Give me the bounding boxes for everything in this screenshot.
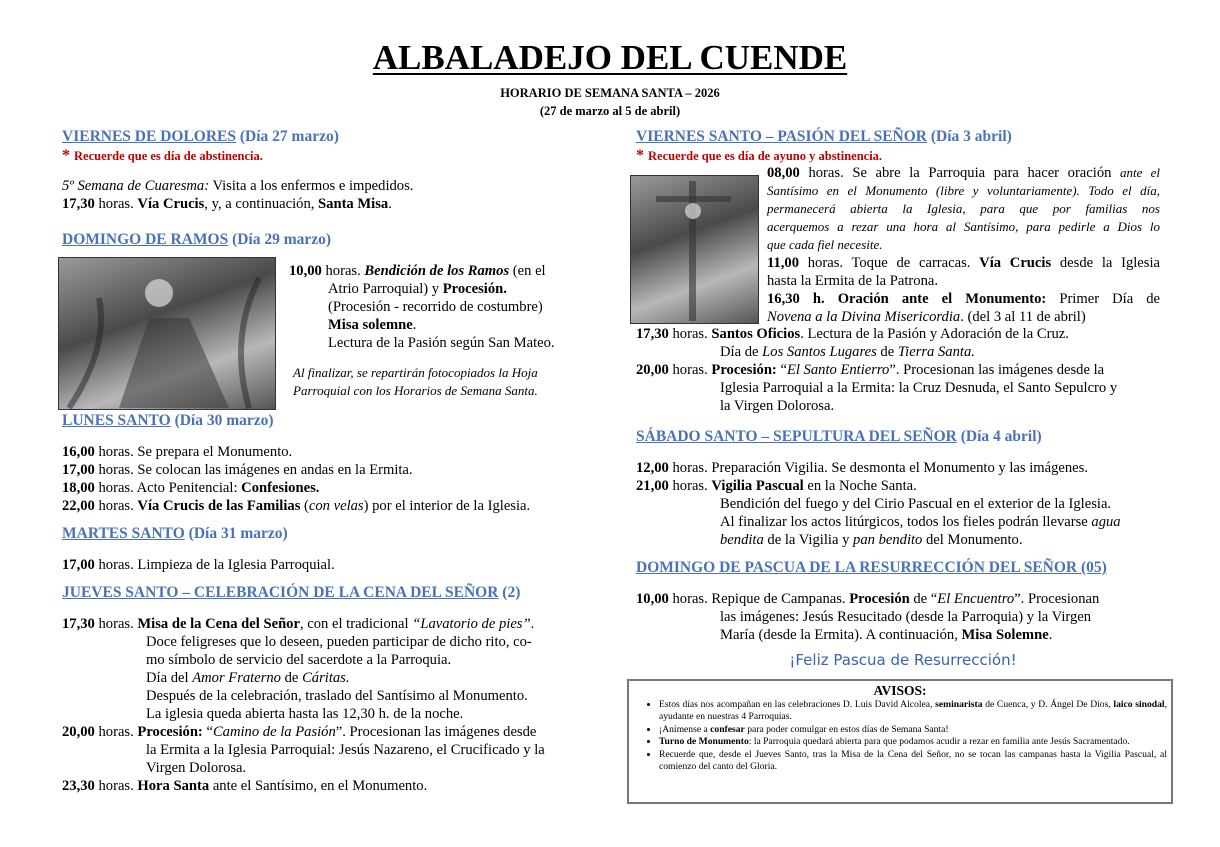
text-segment: 5º Semana de Cuaresma: <box>62 178 210 194</box>
schedule-line <box>62 777 587 795</box>
text-segment: . <box>388 196 392 212</box>
schedule-line <box>636 361 1170 379</box>
schedule-line <box>767 200 1160 218</box>
text-segment: La iglesia queda abierta hasta las 12,30 h. de la noche. <box>146 706 464 722</box>
section-heading <box>62 524 587 544</box>
text-segment: Hora Santa <box>137 778 210 794</box>
section-viernes-santo-morning <box>767 164 1160 326</box>
easter-greeting: ¡Feliz Pascua de Resurrección! <box>789 651 1017 669</box>
text-segment: Al finalizar los actos litúrgicos, todos los fieles podrán llevarse <box>720 514 1092 530</box>
text-segment: (Día 30 marzo) <box>170 412 274 429</box>
text-segment: 20,00 <box>636 362 669 378</box>
text-segment: 10,00 <box>636 591 669 607</box>
schedule-line <box>767 254 1160 272</box>
text-segment: horas. <box>321 263 365 279</box>
schedule-line <box>62 687 587 705</box>
spacer <box>62 603 587 615</box>
section-viernes-santo-evening <box>636 325 1170 415</box>
text-segment: El Santo Entierro <box>786 362 890 378</box>
palm-sunday-engraving-image <box>58 257 276 410</box>
text-segment: . <box>412 317 417 333</box>
text-segment: ”. Procesionan <box>1014 591 1100 607</box>
schedule-line <box>767 182 1160 200</box>
text-segment: Lectura de la Pasión según San Mateo. <box>328 335 555 351</box>
section-heading <box>62 230 587 250</box>
text-segment: Virgen Dolorosa. <box>146 760 247 776</box>
page-title: ALBALADEJO DEL CUENDE <box>372 38 848 77</box>
text-segment: laico sinodal <box>1113 699 1165 710</box>
text-segment: Vigilia Pascual <box>711 478 804 494</box>
text-segment: 10,00 <box>289 263 322 279</box>
subtitle: HORARIO DE SEMANA SANTA – 2026 <box>500 86 720 100</box>
text-segment: Vía Crucis de las Familias <box>137 498 301 514</box>
text-segment: (Día 4 abril) <box>956 428 1042 445</box>
text-segment: Primer Día de <box>1046 291 1160 307</box>
text-segment: de “ <box>909 591 938 607</box>
text-segment: horas. <box>94 498 138 514</box>
text-segment: permanecerá abierta la Iglesia, para que por familias nos <box>767 201 1160 216</box>
schedule-line <box>62 479 587 497</box>
schedule-line <box>767 164 1160 182</box>
text-segment: , con el tradicional <box>299 616 413 632</box>
text-segment: Turno de Monumento <box>659 736 749 748</box>
text-segment: de la Vigilia y <box>763 532 854 548</box>
text-segment: ( <box>300 498 309 514</box>
asterisk-icon: * <box>636 147 648 164</box>
text-segment: Bendición de los Ramos <box>364 263 510 279</box>
text-segment: que cada fiel necesite. <box>767 237 883 252</box>
text-segment: horas. <box>94 724 138 740</box>
crucifixion-engraving-image <box>630 175 759 324</box>
schedule-line <box>289 364 589 382</box>
text-segment: (en el <box>509 263 546 279</box>
text-segment: confesar <box>710 723 745 735</box>
section-domingo-ramos <box>62 230 587 250</box>
text-segment: Tierra Santa. <box>897 344 975 360</box>
text-segment: desde la Iglesia <box>1051 255 1160 271</box>
text-segment: (Día 27 marzo) <box>236 128 339 145</box>
schedule-line <box>62 461 587 479</box>
text-segment: de <box>876 344 898 360</box>
section-heading <box>62 127 587 147</box>
text-segment: Bendición del fuego y del Cirio Pascual en el exterior de la Iglesia. <box>720 496 1112 512</box>
text-segment: agua <box>1091 514 1121 530</box>
text-segment: del Monumento. <box>922 532 1023 548</box>
text-segment: ”. Procesionan las imágenes desde <box>335 724 537 740</box>
text-segment: Día de <box>720 344 763 360</box>
schedule-line <box>62 669 587 687</box>
text-segment: Cáritas. <box>302 670 350 686</box>
text-segment: horas. Se prepara el Monumento. <box>94 444 293 460</box>
text-segment: (Día 31 marzo) <box>184 525 288 542</box>
text-segment: VIERNES SANTO – PASIÓN DEL SEÑOR <box>636 128 927 145</box>
text-segment: DOMINGO DE PASCUA DE LA RESURRECCIÓN DEL SEÑOR (05) <box>636 559 1107 576</box>
text-segment: Día del <box>146 670 193 686</box>
text-segment: , y, a continuación, <box>204 196 319 212</box>
schedule-line <box>62 497 587 515</box>
text-segment: 17,00 <box>62 557 95 573</box>
date-range: (27 de marzo al 5 de abril) <box>539 104 681 118</box>
schedule-line <box>62 723 587 741</box>
text-segment: DOMINGO DE RAMOS <box>62 231 229 248</box>
spacer <box>636 578 1170 590</box>
section-heading <box>636 558 1170 578</box>
text-segment: Recuerde que, desde el Jueves Santo, tras la Misa de la Cena del Señor, no se tocan las campanas hasta la Vigilia Pascual, al comienzo del canto del Gloria. <box>659 748 1167 773</box>
text-segment: horas. Toque de carracas. <box>799 255 980 271</box>
schedule-line <box>636 325 1170 343</box>
schedule-line <box>62 705 587 723</box>
text-segment: Procesión. <box>442 281 507 297</box>
aviso-item <box>659 736 1167 748</box>
text-segment: El Encuentro <box>937 591 1015 607</box>
text-segment: 23,30 <box>62 778 95 794</box>
schedule-line <box>636 513 1170 531</box>
text-segment: bendita <box>720 532 764 548</box>
avisos-list <box>633 699 1167 773</box>
text-segment: (Día 3 abril) <box>927 128 1012 145</box>
schedule-line <box>636 495 1170 513</box>
asterisk-icon: * <box>62 147 74 164</box>
text-segment: para poder comulgar en estos días de Semana Santa! <box>744 723 949 735</box>
text-segment: hasta la Ermita de la Patrona. <box>767 273 939 289</box>
schedule-line <box>62 633 587 651</box>
section-lunes-santo <box>62 411 587 515</box>
text-segment: 16,00 <box>62 444 95 460</box>
text-segment: seminarista <box>935 699 983 710</box>
text-segment: mo símbolo de servicio del sacerdote a la Parroquia. <box>146 652 452 668</box>
text-segment: Visita a los enfermos e impedidos. <box>209 178 414 194</box>
text-segment: Iglesia Parroquial a la Ermita: la Cruz Desnuda, el Santo Sepulcro y <box>720 380 1118 396</box>
text-segment: 17,30 <box>636 326 669 342</box>
text-segment: 22,00 <box>62 498 95 514</box>
text-segment: . <box>530 616 535 632</box>
spacer <box>289 352 589 364</box>
text-segment: (2) <box>498 584 521 601</box>
text-segment: ante el Santísimo, en el Monumento. <box>209 778 428 794</box>
text-segment: ¡Anímense a <box>659 723 711 735</box>
schedule-line <box>62 556 587 574</box>
text-segment: Novena a la Divina Misericordia <box>767 309 961 325</box>
text-segment: con velas <box>308 498 364 514</box>
text-segment: JUEVES SANTO – CELEBRACIÓN DE LA CENA DEL SEÑOR <box>62 584 499 601</box>
section-viernes-santo <box>636 127 1170 165</box>
schedule-line <box>62 177 587 195</box>
text-segment: horas. <box>94 196 138 212</box>
schedule-line <box>636 608 1170 626</box>
text-segment: Vía Crucis <box>137 196 205 212</box>
avisos-title: AVISOS: <box>873 683 927 698</box>
text-segment: . Lectura de la Pasión y Adoración de la Cruz. <box>800 326 1069 342</box>
text-segment: Amor Fraterno <box>192 670 281 686</box>
schedule-line <box>636 477 1170 495</box>
text-segment: VIERNES DE DOLORES <box>62 128 236 145</box>
schedule-line <box>289 382 589 400</box>
text-segment: las imágenes: Jesús Resucitado (desde la Parroquia) y la Virgen <box>720 609 1092 625</box>
aviso-item <box>659 749 1167 774</box>
spacer <box>62 431 587 443</box>
text-segment: María (desde la Ermita). A continuación, <box>720 627 962 643</box>
section-martes-santo <box>62 524 587 574</box>
text-segment: Después de la celebración, traslado del Santísimo al Monumento. <box>146 688 528 704</box>
text-segment: SÁBADO SANTO – SEPULTURA DEL SEÑOR <box>636 428 957 445</box>
text-segment: 18,00 <box>62 480 95 496</box>
section-ramos-details <box>289 250 589 400</box>
text-segment: horas. <box>668 478 712 494</box>
schedule-line <box>62 195 587 213</box>
text-segment: Procesión: <box>711 362 777 378</box>
schedule-line <box>289 334 589 352</box>
text-segment: Santa Misa <box>318 196 389 212</box>
schedule-line <box>767 218 1160 236</box>
spacer <box>62 165 587 177</box>
section-heading <box>636 427 1170 447</box>
text-segment: 11,00 <box>767 255 800 271</box>
text-segment: “Lavatorio de pies” <box>412 616 531 632</box>
text-segment: 08,00 <box>767 165 800 181</box>
section-viernes-dolores <box>62 127 587 213</box>
schedule-line <box>636 343 1170 361</box>
text-segment: Camino de la Pasión <box>212 724 336 740</box>
text-segment: Confesiones. <box>241 480 320 496</box>
text-segment: Misa solemne <box>328 317 413 333</box>
text-segment: (Procesión - recorrido de costumbre) <box>328 299 543 315</box>
text-segment: Atrio Parroquial) y <box>328 281 443 297</box>
text-segment: “ <box>776 362 787 378</box>
text-segment: horas. <box>94 778 138 794</box>
text-segment: . (del 3 al 11 de abril) <box>960 309 1086 325</box>
text-segment: 17,30 <box>62 616 95 632</box>
schedule-line <box>289 298 589 316</box>
schedule-line <box>62 443 587 461</box>
text-segment: MARTES SANTO <box>62 525 185 542</box>
text-segment: Al finalizar, se repartirán fotocopiados la Hoja <box>293 365 538 380</box>
spacer <box>636 447 1170 459</box>
text-segment: Procesión <box>849 591 910 607</box>
text-segment: horas. Limpieza de la Iglesia Parroquial. <box>94 557 335 573</box>
schedule-line <box>636 397 1170 415</box>
schedule-line <box>62 741 587 759</box>
aviso-item <box>659 699 1167 724</box>
schedule-line <box>636 459 1170 477</box>
text-segment: Estos días nos acompañan en las celebraciones D. Luis David Alcolea, <box>659 699 936 710</box>
section-sabado-santo <box>636 427 1170 549</box>
text-segment: horas. <box>668 326 712 342</box>
text-segment: : la Parroquia quedará abierta para que podamos acudir a rezar en familia ante Jesús Sacramentado. <box>748 736 1130 748</box>
avisos-box <box>627 679 1173 804</box>
schedule-line <box>289 262 589 280</box>
text-segment: pan bendito <box>853 532 923 548</box>
section-heading <box>62 411 587 431</box>
text-segment: horas. Repique de Campanas. <box>668 591 850 607</box>
text-segment: 17,30 <box>62 196 95 212</box>
text-segment: en la Noche Santa. <box>803 478 917 494</box>
text-segment: , ayudante en nuestras 4 Parroquias. <box>659 699 1167 723</box>
text-segment: Doce feligreses que lo deseen, pueden participar de dicho rito, co- <box>146 634 532 650</box>
text-segment: Santos Oficios <box>711 326 801 342</box>
schedule-line <box>289 280 589 298</box>
text-segment: Recuerde que es día de abstinencia. <box>74 149 263 163</box>
text-segment: horas. Se colocan las imágenes en andas en la Ermita. <box>94 462 413 478</box>
section-heading <box>62 583 587 603</box>
text-segment: Recuerde que es día de ayuno y abstinencia. <box>648 149 883 163</box>
text-segment: 16,30 h. Oración ante el Monumento: <box>767 291 1047 307</box>
text-segment: de <box>280 670 303 686</box>
text-segment: (Día 29 marzo) <box>228 231 332 248</box>
section-heading <box>636 127 1170 147</box>
reminder-note <box>636 147 1170 165</box>
text-segment: 21,00 <box>636 478 669 494</box>
spacer <box>289 250 589 262</box>
text-segment: horas. Acto Penitencial: <box>94 480 242 496</box>
text-segment: Misa de la Cena del Señor <box>137 616 300 632</box>
text-segment: la Virgen Dolorosa. <box>720 398 835 414</box>
schedule-line <box>62 651 587 669</box>
schedule-line <box>62 615 587 633</box>
schedule-line <box>289 316 589 334</box>
text-segment: 17,00 <box>62 462 95 478</box>
section-domingo-pascua <box>636 558 1170 644</box>
text-segment: Misa Solemne <box>961 627 1049 643</box>
text-segment: ante el <box>1120 165 1161 180</box>
text-segment: ”. Procesionan las imágenes desde la <box>889 362 1105 378</box>
text-segment: . <box>1048 627 1053 643</box>
text-segment: acerquemos a rezar una hora al Santísimo, para pedirle a Dios lo <box>767 219 1160 234</box>
text-segment: ) por el interior de la Iglesia. <box>363 498 531 514</box>
spacer <box>62 544 587 556</box>
text-segment: 20,00 <box>62 724 95 740</box>
schedule-line <box>636 379 1170 397</box>
schedule-line <box>767 308 1160 326</box>
schedule-line <box>636 626 1170 644</box>
schedule-line <box>636 531 1170 549</box>
reminder-note <box>62 147 587 165</box>
text-segment: Vía Crucis <box>979 255 1052 271</box>
text-segment: de Cuenca, y D. Ángel De Dios, <box>982 699 1114 710</box>
text-segment: la Ermita a la Iglesia Parroquial: Jesús Nazareno, el Crucificado y la <box>146 742 545 758</box>
section-jueves-santo <box>62 583 587 795</box>
text-segment: 12,00 <box>636 460 669 476</box>
schedule-line <box>767 236 1160 254</box>
schedule-line <box>767 272 1160 290</box>
text-segment: LUNES SANTO <box>62 412 171 429</box>
text-segment: horas. Preparación Vigilia. Se desmonta el Monumento y las imágenes. <box>668 460 1088 476</box>
text-segment: Parroquial con los Horarios de Semana Santa. <box>293 383 538 398</box>
text-segment: Santísimo en el Monumento (libre y voluntariamente). Todo el día, <box>767 183 1160 198</box>
text-segment: horas. Se abre la Parroquia para hacer oración <box>799 165 1121 181</box>
schedule-line <box>62 759 587 777</box>
text-segment: Los Santos Lugares <box>762 344 877 360</box>
text-segment: horas. <box>94 616 138 632</box>
text-segment: horas. <box>668 362 712 378</box>
text-segment: “ <box>202 724 213 740</box>
schedule-line <box>636 590 1170 608</box>
schedule-line <box>767 290 1160 308</box>
text-segment: Procesión: <box>137 724 203 740</box>
aviso-item <box>659 724 1167 736</box>
